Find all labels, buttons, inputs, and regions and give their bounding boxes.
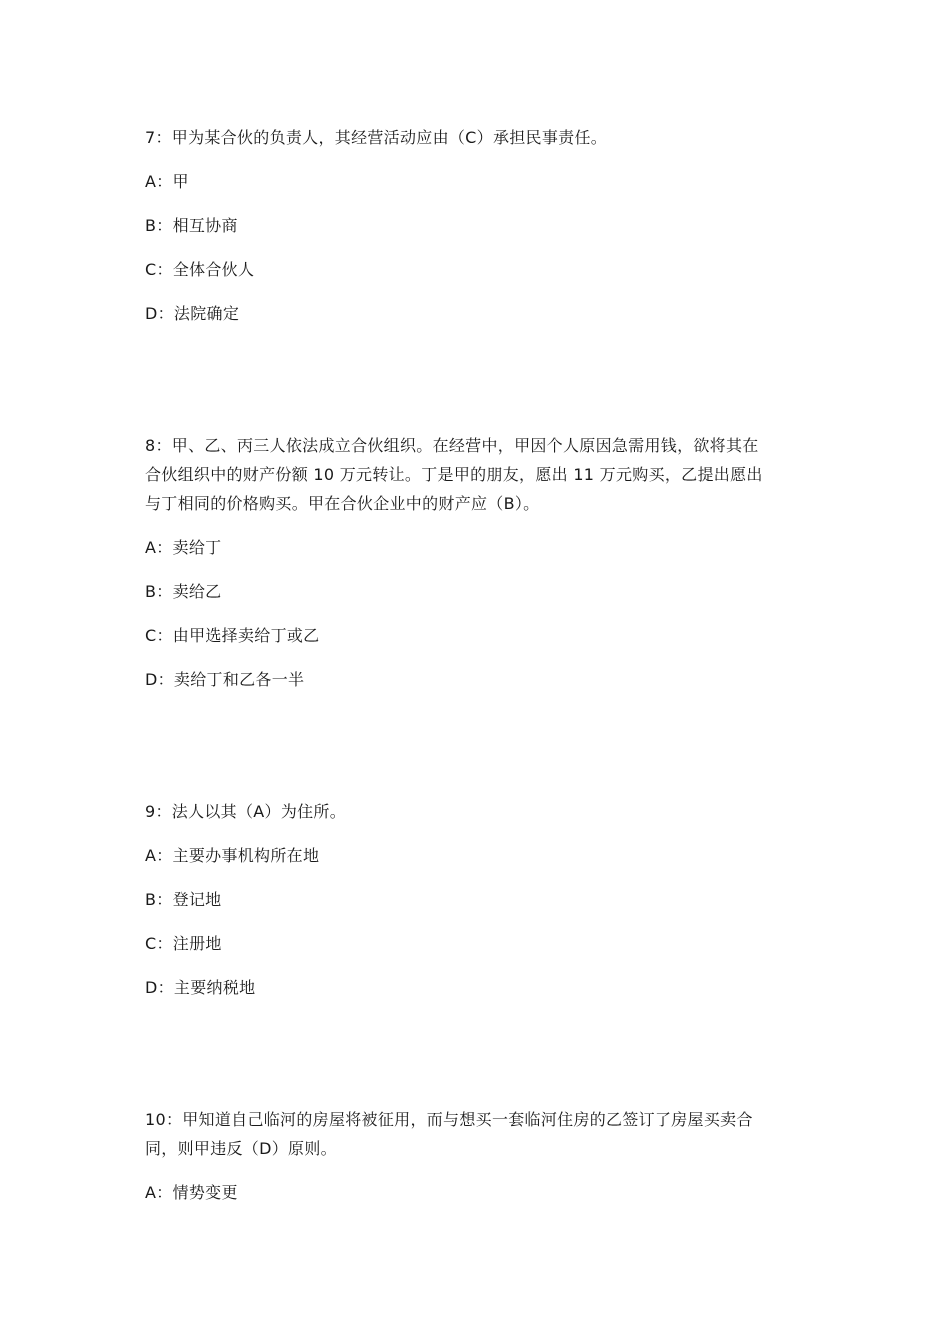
question-8-stem-line-1: 8：甲、乙、丙三人依法成立合伙组织。在经营中，甲因个人原因急需用钱，欲将其在 — [145, 436, 759, 455]
question-10-stem-line-2: 同，则甲违反（D）原则。 — [145, 1139, 337, 1158]
question-8-option-d: D：卖给丁和乙各一半 — [145, 670, 305, 689]
question-8-stem-line-2: 合伙组织中的财产份额 10 万元转让。丁是甲的朋友，愿出 11 万元购买，乙提出愿出 — [145, 465, 763, 484]
question-8-option-c: C：由甲选择卖给丁或乙 — [145, 626, 320, 645]
question-8-option-b: B：卖给乙 — [145, 582, 222, 601]
question-10-stem-line-1: 10：甲知道自己临河的房屋将被征用，而与想买一套临河住房的乙签订了房屋买卖合 — [145, 1110, 753, 1129]
question-8-stem-line-3: 与丁相同的价格购买。甲在合伙企业中的财产应（B）。 — [145, 494, 540, 513]
question-7-option-c: C：全体合伙人 — [145, 260, 255, 279]
question-9-option-a: A：主要办事机构所在地 — [145, 846, 320, 865]
question-9-option-c: C：注册地 — [145, 934, 222, 953]
question-7-option-d: D：法院确定 — [145, 304, 240, 323]
question-8-option-a: A：卖给丁 — [145, 538, 222, 557]
question-7-option-b: B：相互协商 — [145, 216, 238, 235]
question-9-option-b: B：登记地 — [145, 890, 222, 909]
question-7-stem: 7：甲为某合伙的负责人，其经营活动应由（C）承担民事责任。 — [145, 128, 608, 147]
question-10-option-a: A：情势变更 — [145, 1183, 238, 1202]
question-7-option-a: A：甲 — [145, 172, 189, 191]
question-9-option-d: D：主要纳税地 — [145, 978, 256, 997]
question-9-stem: 9：法人以其（A）为住所。 — [145, 802, 347, 821]
